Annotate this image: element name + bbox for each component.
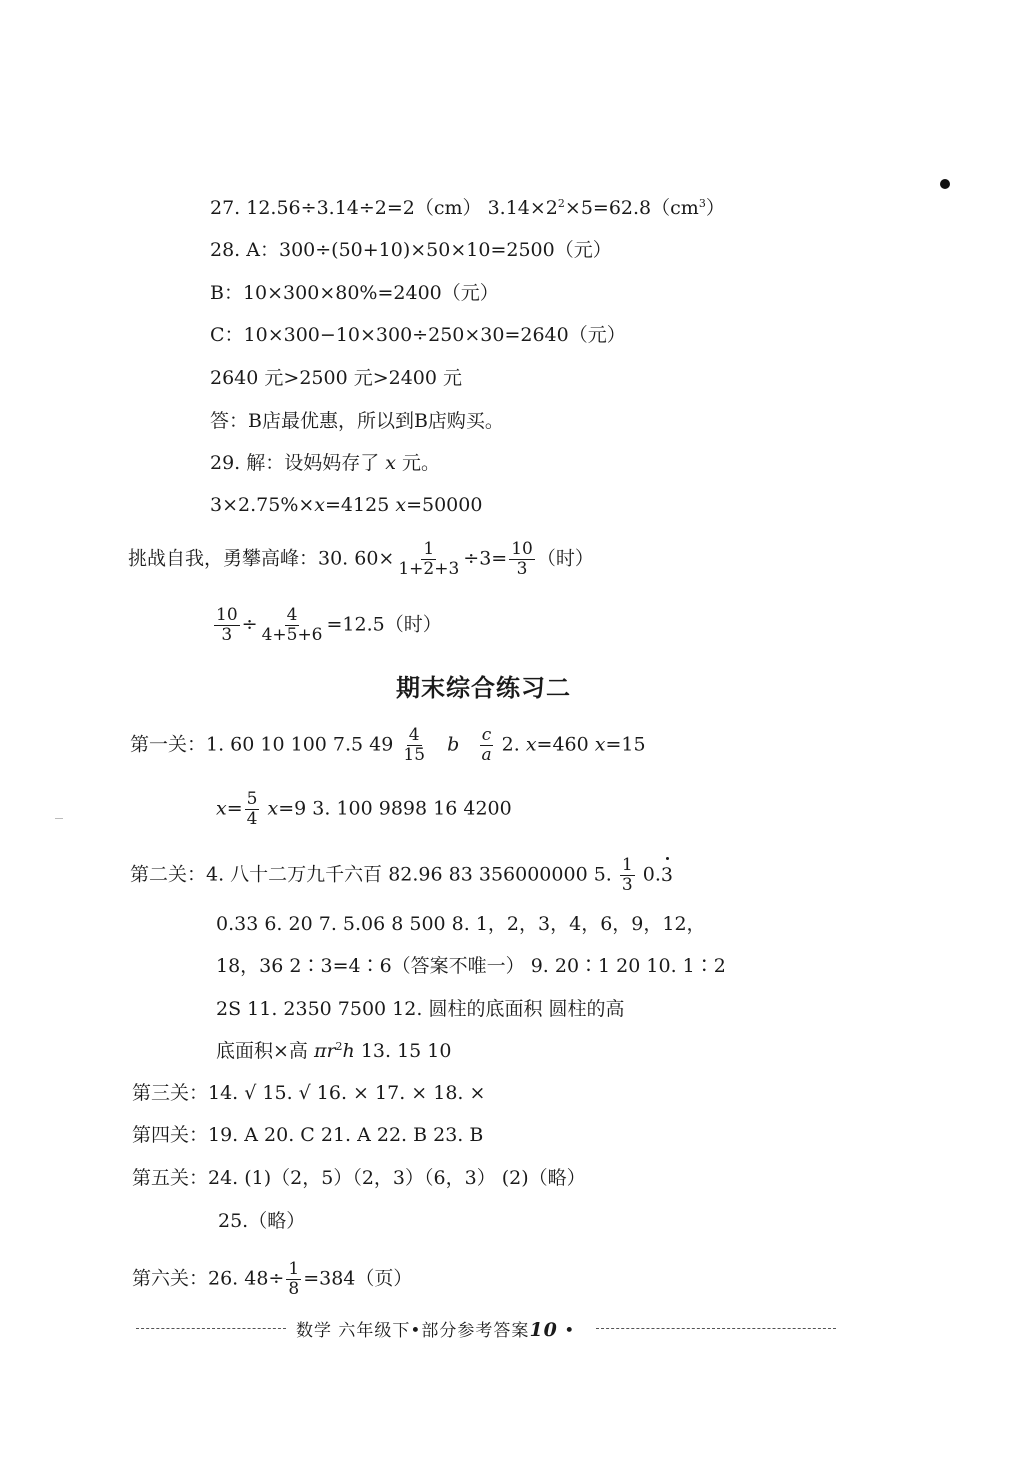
fraction: $\frac{1}{1+2+3}$ (398, 539, 460, 579)
answer-27: 27. 12.56÷3.14÷2=2（cm） $3.14\times 2^2\times 5=62.8(cm^3)$ (210, 197, 725, 219)
section-title: 期末综合练习二 (396, 674, 571, 702)
level-6: 第六关：26. 48÷ $\frac{1}{8}$ =384（页） (132, 1259, 413, 1299)
fraction: $\frac{1}{8}$ (288, 1259, 300, 1299)
footer-rule-right (596, 1328, 836, 1329)
answer-28-b: B：10×300×80%=2400（元） (210, 282, 499, 304)
level-2-line-5: 底面积×高 $\pi r^2h$ 13. 15 10 (216, 1040, 452, 1062)
level-1-line-2: x= $\frac{5}{4}$ x=9 3. 100 9898 16 4200 (216, 789, 512, 829)
fraction: $\frac{10}{3}$ (216, 605, 238, 645)
level-2-line-4: 2S 11. 2350 7500 12. 圆柱的底面积 圆柱的高 (216, 998, 625, 1020)
level-1-line-1: 第一关：1. 60 10 100 7.5 49 $\frac{4}{15}$ b $\frac{c}{a}$ 2. x=460 x=15 (130, 725, 646, 765)
fraction: $\frac{10}{3}$ (511, 539, 533, 579)
fraction: $\frac{1}{3}$ (621, 855, 633, 895)
fraction: $\frac{5}{4}$ (246, 789, 258, 829)
answer-30: 挑战自我，勇攀高峰：30. 60× $\frac{1}{1+2+3}$ ÷3= $\frac{10}{3}$ （时） (128, 539, 594, 579)
repeating-digit: 3 (660, 863, 673, 886)
answer-29-equation: 3×2.75%×x=4125 x=50000 (210, 494, 483, 516)
answer-28-conclusion: 答：B店最优惠，所以到B店购买。 (210, 410, 504, 432)
page-number: 10 (529, 1319, 558, 1341)
fraction: $\frac{c}{a}$ (481, 725, 492, 765)
footer-text: 数学 六年级下•部分参考答案10 • (296, 1319, 576, 1341)
level-2-line-3: 18，36 2∶3=4∶6（答案不唯一） 9. 20∶1 20 10. 1∶2 (216, 955, 726, 977)
level-2-line-1: 第二关：4. 八十二万九千六百 82.96 83 356000000 5. $\frac{1}{3}$ 0.3 (130, 855, 673, 895)
margin-dot (940, 179, 950, 189)
fraction: $\frac{4}{15}$ (403, 725, 426, 765)
level-3: 第三关：14. √ 15. √ 16. × 17. × 18. × (132, 1082, 486, 1104)
answer-29: 29. 解：设妈妈存了 x 元。 (210, 452, 441, 474)
level-5: 第五关：24. (1)（2，5）（2，3）（6，3） (2)（略） (132, 1167, 586, 1189)
level-4: 第四关：19. A 20. C 21. A 22. B 23. B (132, 1124, 484, 1146)
level-5-b: 25.（略） (218, 1210, 306, 1232)
answer-30-b: $\frac{10}{3}$ ÷ $\frac{4}{4+5+6}$ =12.5（时） (216, 605, 442, 645)
page-footer (136, 1316, 836, 1342)
answer-28-compare: 2640 元>2500 元>2400 元 (210, 367, 463, 389)
answer-28: 28. A：300÷(50+10)×50×10=2500（元） (210, 239, 612, 261)
footer-rule-left (136, 1328, 286, 1329)
fraction: $\frac{4}{4+5+6}$ (261, 605, 323, 645)
scan-mark (55, 818, 63, 819)
answer-28-c: C：10×300−10×300÷250×30=2640（元） (210, 324, 626, 346)
level-2-line-2: 0.33 6. 20 7. 5.06 8 500 8. 1，2，3，4，6，9，12， (216, 913, 706, 935)
